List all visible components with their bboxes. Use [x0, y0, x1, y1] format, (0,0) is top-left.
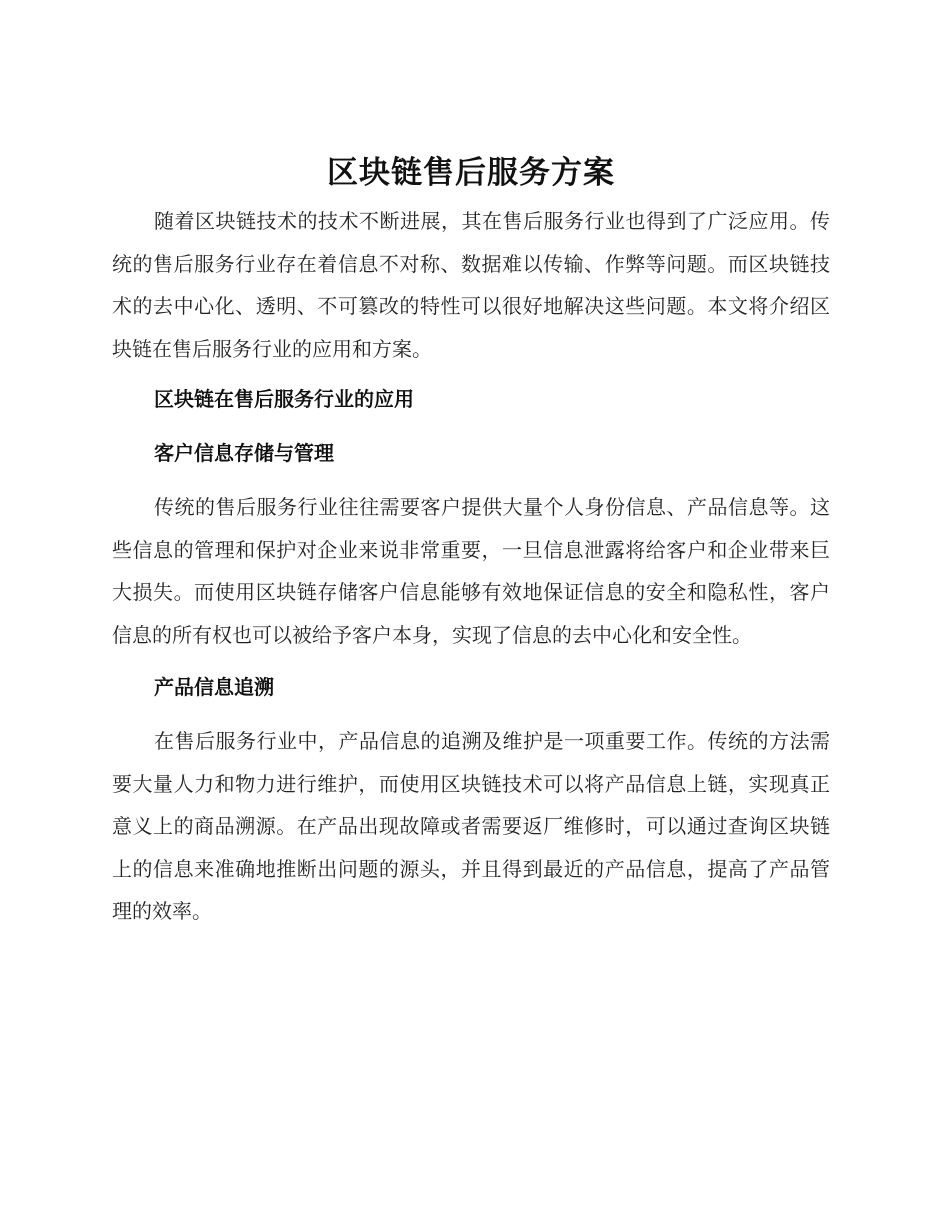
section-heading: 区块链在售后服务行业的应用	[154, 387, 414, 411]
document-page	[112, 150, 830, 933]
subsection-body-customer-info: 传统的售后服务行业往往需要客户提供大量个人身份信息、产品信息等。这些信息的管理和保护对企业来说非常重要，一旦信息泄露将给客户和企业带来巨大损失。而使用区块链存储客户信息能够有效地保证信息的安全和隐私性，客户信息的所有权也可以被给予客户本身，实现了信息的去中心化和安全性。	[112, 495, 830, 647]
subsection-heading-product-trace: 产品信息追溯	[154, 675, 274, 699]
subsection-body-product-trace: 在售后服务行业中，产品信息的追溯及维护是一项重要工作。传统的方法需要大量人力和物力进行维护，而使用区块链技术可以将产品信息上链，实现真正意义上的商品溯源。在产品出现故障或者需要返厂维修时，可以通过查询区块链上的信息来准确地推断出问题的源头，并且得到最近的产品信息，提高了产品管理的效率。	[112, 729, 830, 923]
document-title: 区块链售后服务方案	[327, 155, 615, 191]
subsection-heading-customer-info: 客户信息存储与管理	[154, 441, 334, 465]
intro-paragraph: 随着区块链技术的技术不断进展，其在售后服务行业也得到了广泛应用。传统的售后服务行业存在着信息不对称、数据难以传输、作弊等问题。而区块链技术的去中心化、透明、不可篡改的特性可以很好地解决这些问题。本文将介绍区块链在售后服务行业的应用和方案。	[112, 209, 830, 361]
